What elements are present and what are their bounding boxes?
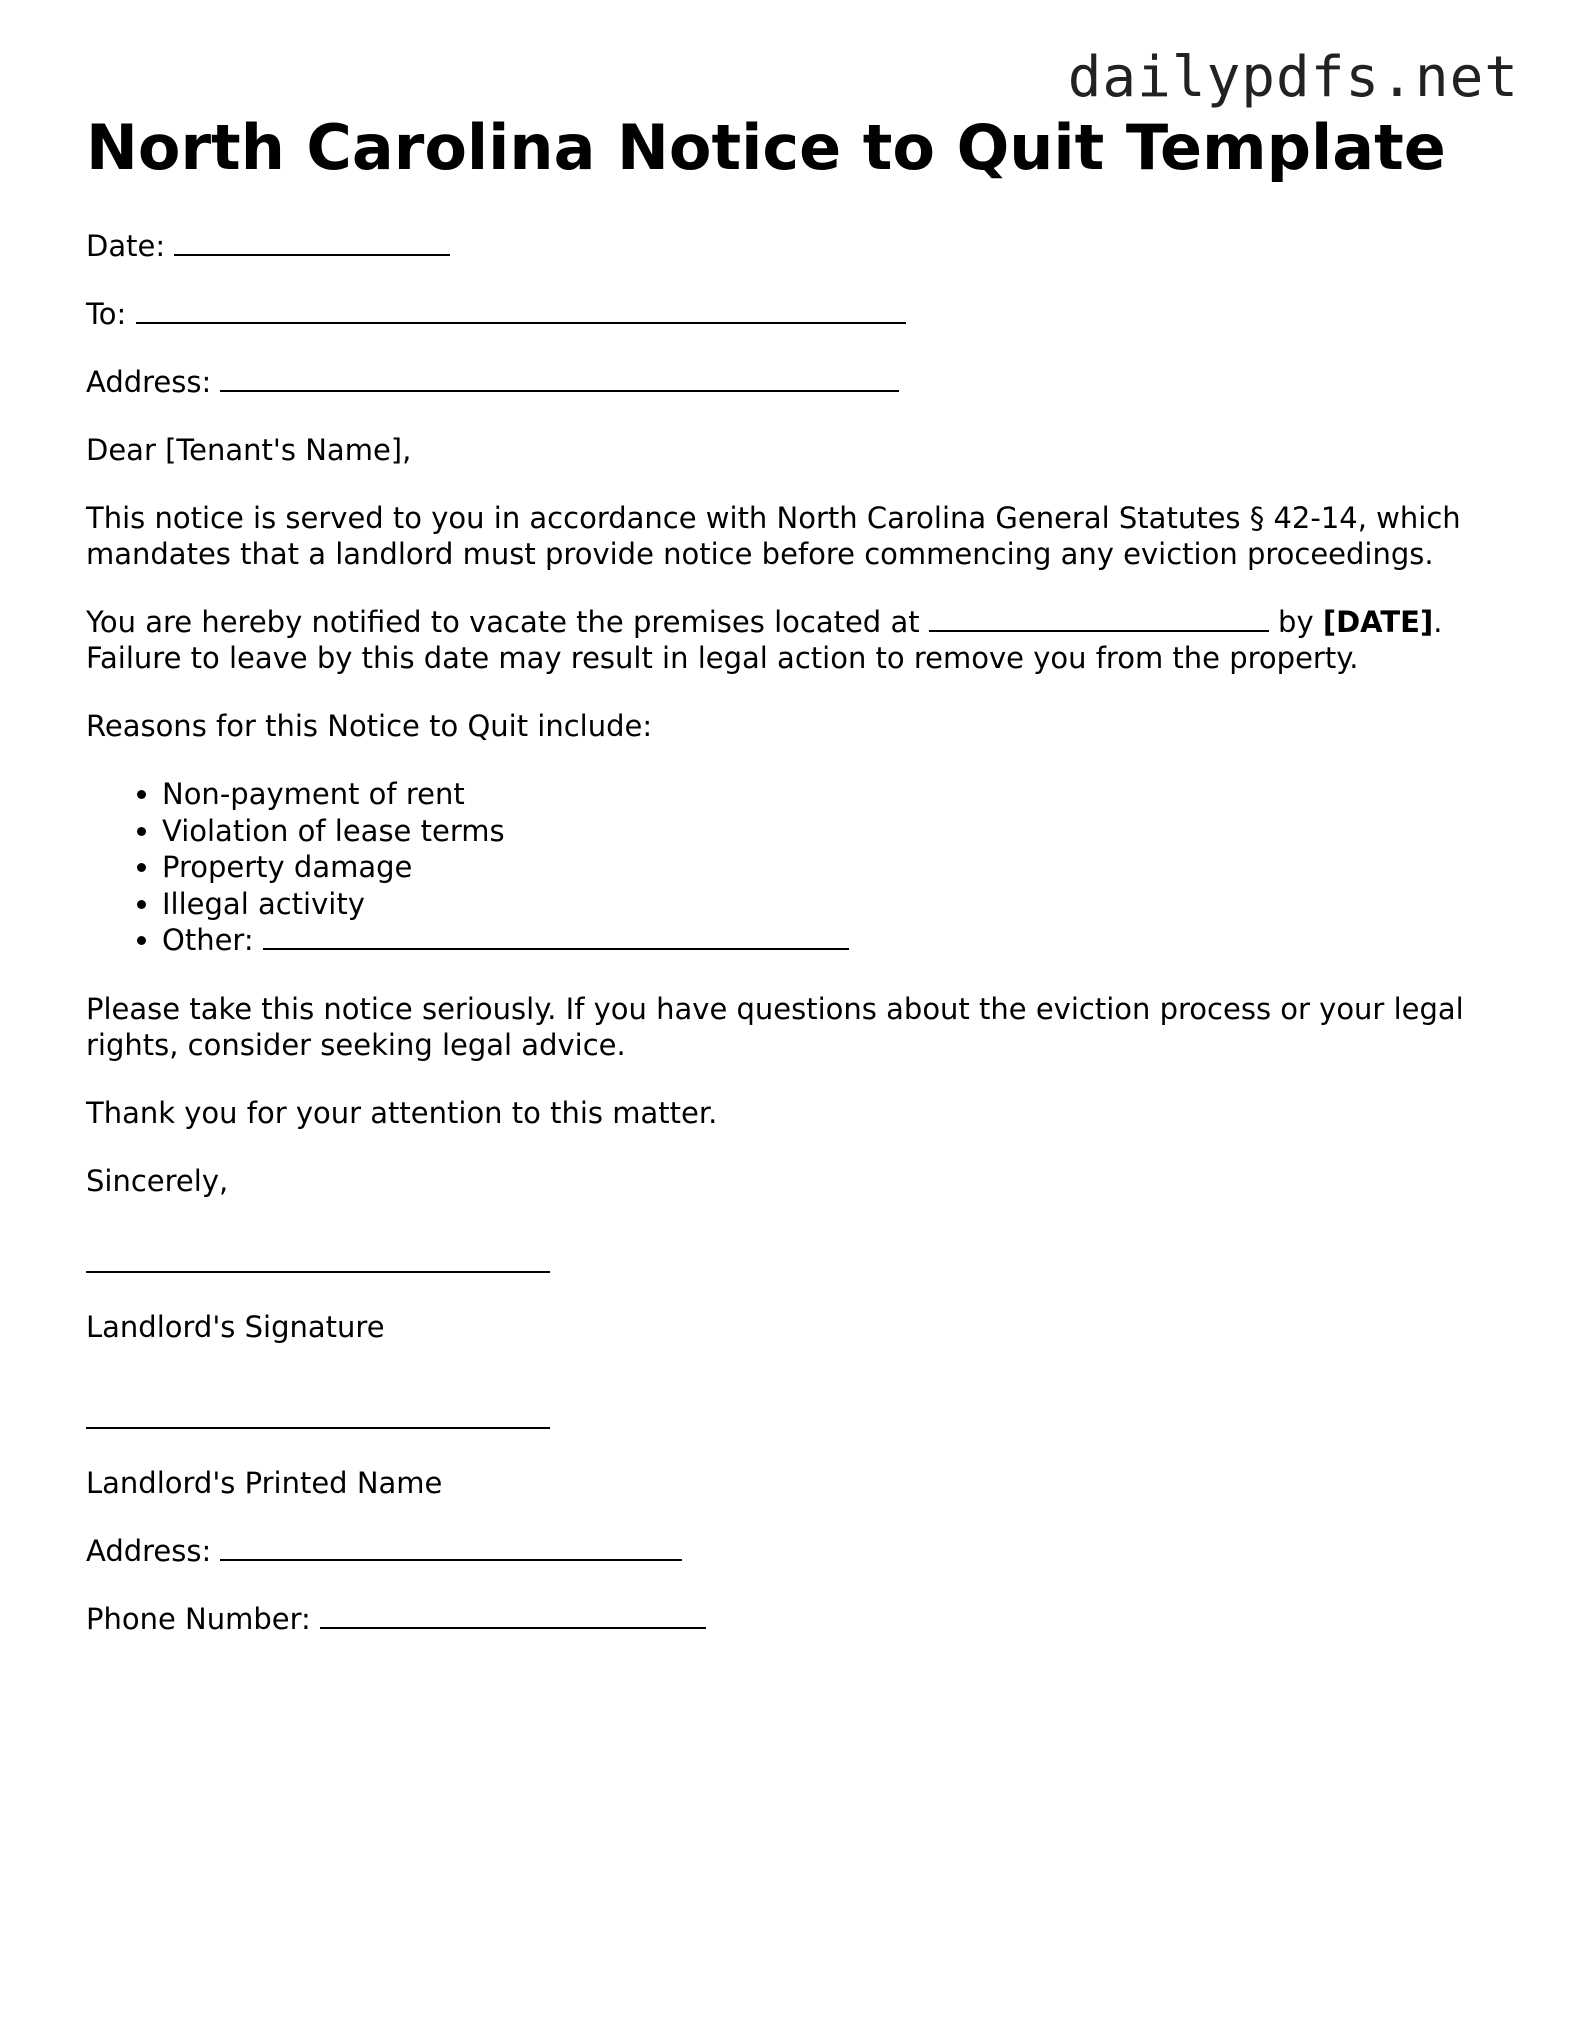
to-blank[interactable] bbox=[136, 296, 906, 324]
list-item: • Property damage bbox=[162, 849, 1506, 886]
to-label: To: bbox=[86, 297, 127, 331]
date-blank[interactable] bbox=[174, 228, 450, 256]
vacate-text-before: You are hereby notified to vacate the premises located at bbox=[86, 605, 920, 639]
advice-paragraph: Please take this notice seriously. If you have questions about the eviction process or your legal rights, consider seeking legal advice. bbox=[86, 991, 1464, 1062]
phone-label: Phone Number: bbox=[86, 1601, 311, 1636]
date-field bbox=[86, 228, 1506, 264]
date-label: Date: bbox=[86, 229, 166, 263]
list-item: • Illegal activity bbox=[162, 886, 1506, 923]
address-blank[interactable] bbox=[220, 364, 899, 392]
footer-address-field bbox=[86, 1533, 1506, 1569]
thanks-line: Thank you for your attention to this matter. bbox=[86, 1095, 718, 1130]
printed-name-label: Landlord's Printed Name bbox=[86, 1465, 443, 1500]
signature-label: Landlord's Signature bbox=[86, 1309, 385, 1344]
other-reason-blank[interactable] bbox=[263, 922, 849, 950]
phone-field bbox=[86, 1601, 1506, 1637]
vacate-date-placeholder: [DATE] bbox=[1322, 605, 1434, 639]
vacate-paragraph bbox=[86, 604, 1506, 676]
address-field bbox=[86, 364, 1506, 400]
salutation: Dear [Tenant's Name], bbox=[86, 433, 412, 467]
page-title: North Carolina Notice to Quit Template bbox=[86, 111, 1446, 184]
document-page bbox=[86, 110, 1506, 1669]
phone-blank[interactable] bbox=[320, 1601, 706, 1629]
premises-blank[interactable] bbox=[929, 604, 1269, 632]
printed-name-blank[interactable] bbox=[86, 1425, 550, 1429]
vacate-by: by bbox=[1278, 605, 1314, 639]
list-item: • Violation of lease terms bbox=[162, 813, 1506, 850]
list-item: • Non-payment of rent bbox=[162, 776, 1506, 813]
watermark: dailypdfs.net bbox=[1067, 45, 1519, 110]
reasons-list bbox=[86, 776, 1506, 959]
footer-address-blank[interactable] bbox=[220, 1533, 682, 1561]
footer-address-label: Address: bbox=[86, 1533, 212, 1568]
list-item: • Other: bbox=[162, 922, 1506, 959]
closing: Sincerely, bbox=[86, 1163, 229, 1198]
signature-blank[interactable] bbox=[86, 1269, 550, 1273]
address-label: Address: bbox=[86, 365, 212, 399]
reasons-intro: Reasons for this Notice to Quit include: bbox=[86, 709, 653, 743]
to-field bbox=[86, 296, 1506, 332]
vacate-text-after: . Failure to leave by this date may result in legal action to remove you from the property. bbox=[86, 605, 1443, 675]
intro-paragraph: This notice is served to you in accordance with North Carolina General Statutes § 42-14, which mandates that a landlord must provide notice before commencing any eviction proceedings. bbox=[86, 501, 1461, 571]
